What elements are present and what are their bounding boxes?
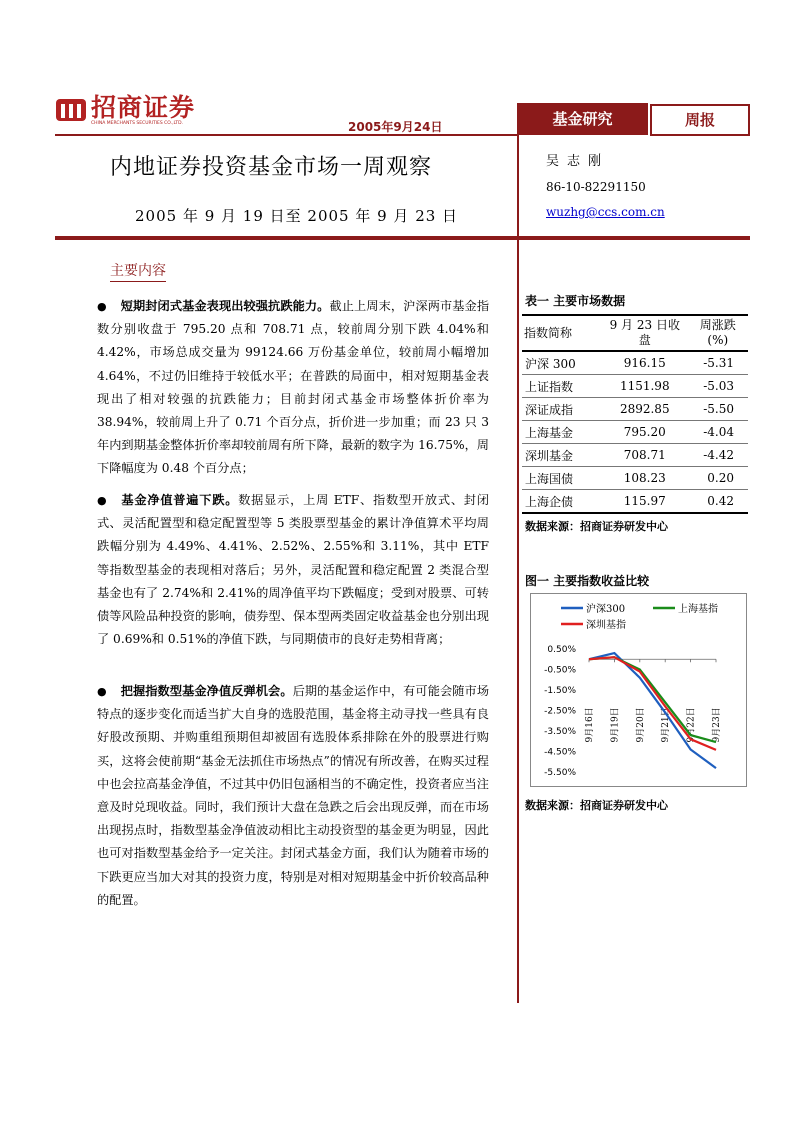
cell-change: -5.31: [688, 351, 748, 375]
bullet-icon: ●: [97, 300, 107, 313]
author-email-link[interactable]: wuzhg@ccs.com.cn: [546, 205, 665, 219]
bullet-icon: ●: [97, 494, 108, 507]
x-tick-label: 9月16日: [585, 707, 595, 743]
author-name: 吴志刚: [546, 154, 610, 169]
figure-title: 图一 主要指数收益比较: [525, 574, 650, 588]
cell-change: -5.03: [688, 375, 748, 398]
cell-change: 0.20: [688, 467, 748, 490]
cell-close: 916.15: [602, 351, 688, 375]
x-tick-label: 9月21日: [661, 707, 672, 743]
x-tick-label: 9月22日: [686, 707, 697, 743]
table-source: 数据来源：招商证券研发中心: [525, 520, 668, 533]
cell-name: 上海基金: [522, 421, 602, 444]
cell-close: 2892.85: [602, 398, 688, 421]
table-row: [522, 351, 748, 375]
report-date: 2005年9月24日: [348, 120, 443, 134]
logo-text: 招商证券: [91, 93, 196, 122]
paragraph-1-body: 截止上周末，沪深两市基金指数分别收盘于 795.20 点和 708.71 点，较前周分别下跌 4.04%和 4.42%，市场总成交量为 99124.66 万份基金单位，较前周小幅增加 4.64%，不过仍旧维持于较低水平；在普跌的局面中，相对短期基金表现出了相对较强的抗跌能力；目前封闭式基金市场整体折价率为 38.94%，较前周上升了 0.71 个百分点，折价进一步加重；而 23 只 3 年内到期基金整体折价率却较前周有所下降，最新的数字为 16.75%，周下降幅度为 0.48 个百分点；: [97, 299, 490, 476]
report-title: 内地证券投资基金市场一周观察: [110, 155, 433, 180]
paragraph-1: [97, 295, 489, 481]
table-row: [522, 375, 748, 398]
cell-close: 795.20: [602, 421, 688, 444]
cell-name: 沪深 300: [522, 351, 602, 375]
author-phone: 86-10-82291150: [546, 180, 646, 194]
y-tick-label: -4.50%: [544, 747, 576, 758]
paragraph-3: [97, 680, 489, 912]
table-row: [522, 421, 748, 444]
cell-change: -4.42: [688, 444, 748, 467]
y-tick-label: -2.50%: [544, 706, 576, 717]
table-header-row: [522, 315, 748, 351]
company-logo: [55, 95, 210, 129]
figure-source: 数据来源：招商证券研发中心: [525, 799, 668, 812]
table-row: [522, 467, 748, 490]
table-row: [522, 490, 748, 514]
logo-english: CHINA MERCHANTS SECURITIES CO.,LTD.: [91, 121, 184, 126]
category-tag: 基金研究: [517, 103, 648, 135]
cell-change: -4.04: [688, 421, 748, 444]
section-rule: [55, 236, 750, 240]
y-tick-label: -3.50%: [544, 727, 576, 737]
report-period: 2005 年 9 月 19 日至 2005 年 9 月 23 日: [135, 207, 459, 225]
paragraph-2: [97, 489, 489, 651]
table-row: [522, 444, 748, 467]
chart-canvas: [531, 594, 746, 786]
paragraph-1-lead: 短期封闭式基金表现出较强抗跌能力。: [120, 299, 330, 313]
header-rule: [55, 134, 518, 136]
header-change: 周涨跌(%): [688, 315, 748, 351]
x-tick-label: 9月19日: [610, 707, 621, 743]
report-type-tag: 周报: [650, 104, 750, 136]
bullet-icon: ●: [97, 685, 107, 698]
cell-close: 708.71: [602, 444, 688, 467]
cell-close: 115.97: [602, 490, 688, 514]
header-close: 9 月 23 日收盘: [602, 315, 688, 351]
series-line: [589, 657, 716, 742]
cell-name: 深证成指: [522, 398, 602, 421]
cell-close: 108.23: [602, 467, 688, 490]
section-title: 主要内容: [110, 260, 166, 282]
cell-name: 上海企债: [522, 490, 602, 514]
y-tick-label: -1.50%: [544, 686, 576, 696]
x-tick-label: 9月23日: [712, 707, 722, 743]
paragraph-2-lead: 基金净值普遍下跌。: [121, 493, 239, 507]
legend-label: 深圳基指: [586, 620, 626, 631]
logo-mark-icon: [55, 95, 87, 125]
cell-name: 深圳基金: [522, 444, 602, 467]
cell-change: 0.42: [688, 490, 748, 514]
paragraph-2-body: 数据显示，上周 ETF、指数型开放式、封闭式、灵活配置型和稳定配置型等 5 类股票型基金的累计净值算术平均周跌幅分别为 4.49%、4.41%、2.52%、2.55%和 3.11%，其中 ETF 等指数型基金的表现相对落后；另外，灵活配置和稳定配置 2 类混合型基金也有了 2.74%和 2.41%的周净值平均下跌幅度；受到对股票、可转债等风险品种投资的影响，债券型、保本型两类固定收益基金也分别出现了 0.69%和 0.51%的净值下跌，与同期债市的良好走势相背离；: [97, 493, 489, 647]
cell-name: 上证指数: [522, 375, 602, 398]
y-tick-label: -5.50%: [544, 768, 576, 778]
paragraph-3-lead: 把握指数型基金净值反弹机会。: [120, 684, 293, 698]
legend-label: 上海基指: [678, 604, 718, 615]
cell-close: 1151.98: [602, 375, 688, 398]
table-row: [522, 398, 748, 421]
index-return-chart: [530, 593, 747, 787]
cell-change: -5.50: [688, 398, 748, 421]
table-title: 表一 主要市场数据: [525, 294, 626, 308]
header-index-name: 指数简称: [522, 315, 602, 351]
x-tick-label: 9月20日: [635, 707, 646, 743]
market-data-table: [522, 314, 748, 514]
paragraph-3-body: 后期的基金运作中，有可能会随市场特点的逐步变化而适当扩大自身的选股范围，基金将主动寻找一些具有良好股改预期、并购重组预期但却被固有选股体系排除在外的股票进行购买，这将会使前期“基金无法抓住市场热点”的情况有所改善，在购买过程中也会拉高基金净值，不过其中仍旧包涵相当的不确定性，投资者应当注意及时兑现收益。同时，我们预计大盘在急跌之后会出现反弹，而在市场出现拐点时，指数型基金净值波动相比主动投资型的基金更为明显，因此也可对指数型基金给予一定关注。封闭式基金方面，我们认为随着市场的下跌更应当加大对其的投资力度，特别是对相对短期基金中折价较高品种的配置。: [97, 684, 490, 907]
y-tick-label: -0.50%: [544, 665, 576, 676]
y-tick-label: 0.50%: [547, 645, 576, 655]
cell-name: 上海国债: [522, 467, 602, 490]
series-line: [589, 653, 716, 768]
legend-label: 沪深300: [586, 604, 626, 615]
